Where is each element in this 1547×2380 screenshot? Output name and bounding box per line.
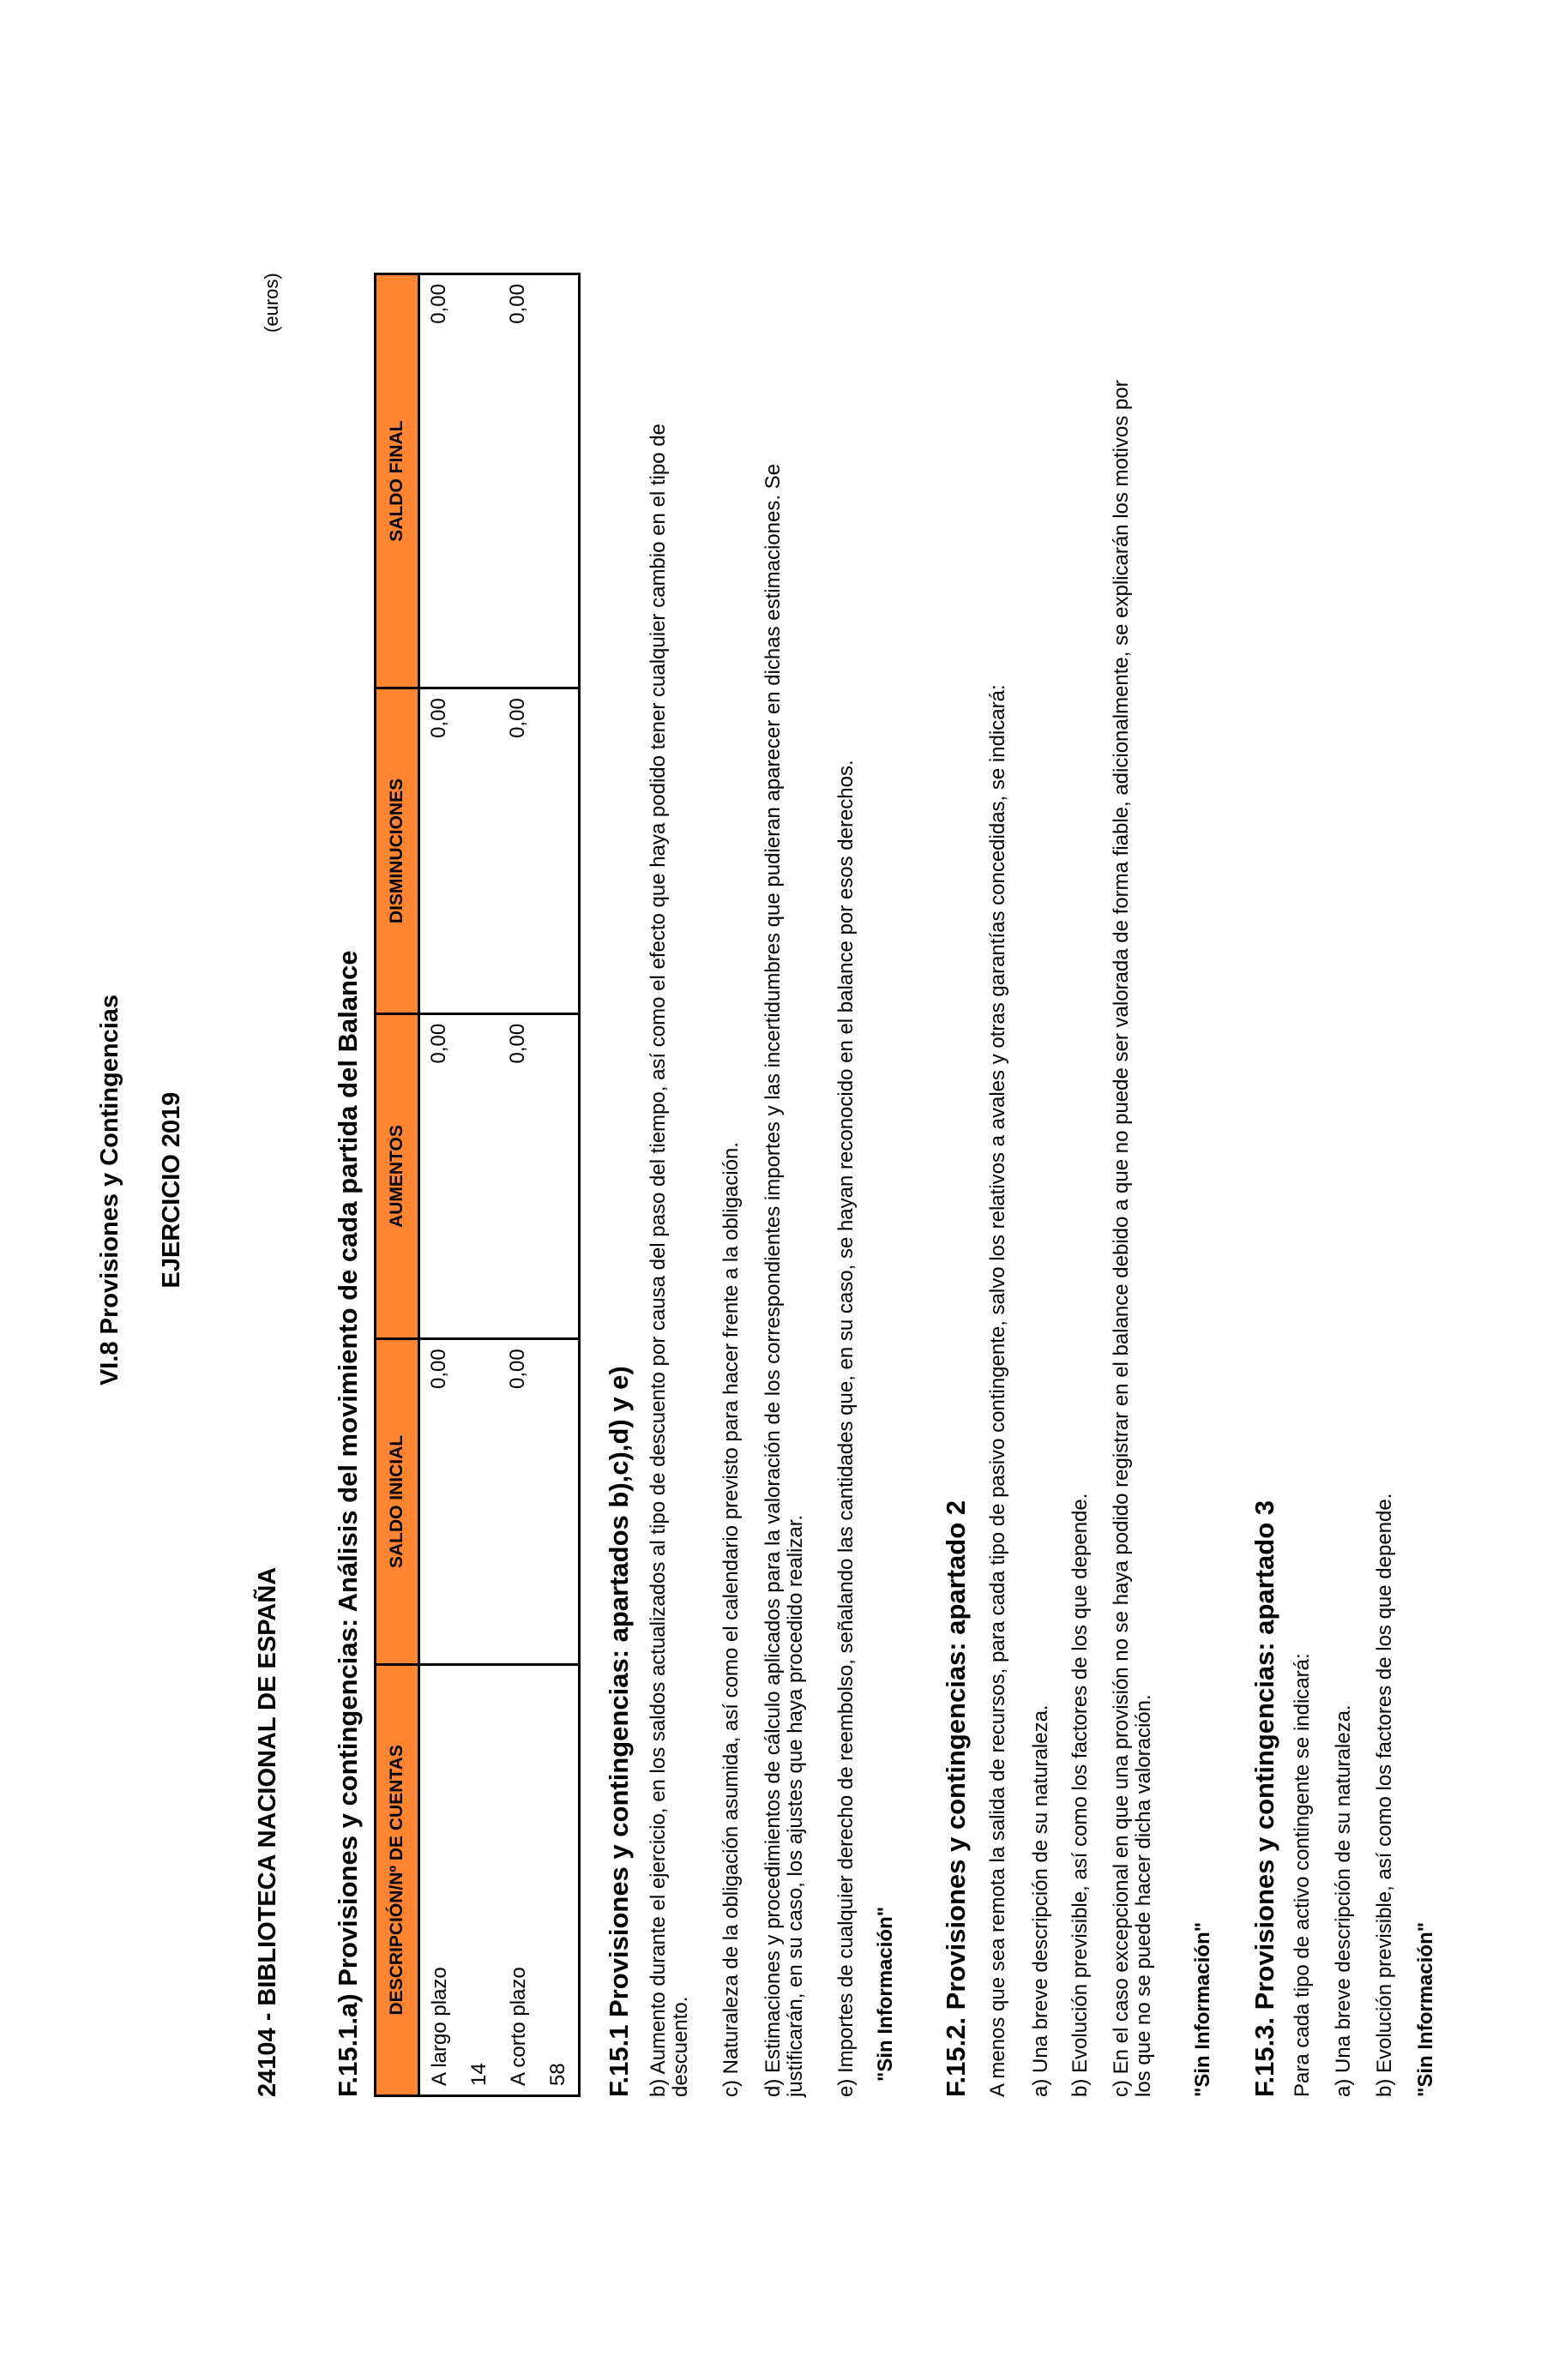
f153-no-info: "Sin Información" [1414,1921,1437,2097]
row-description-cell [499,1664,580,2095]
cell-saldo-inicial: 0,00 [499,1339,580,1664]
col-disminuciones: DISMINUCIONES [376,688,419,1014]
col-saldo-final: SALDO FINAL [376,274,419,688]
entity-name: 24104 - BIBLIOTECA NACIONAL DE ESPAÑA [254,1566,281,2097]
f152-title: F.15.2. Provisiones y contingencias: apartado 2 [941,1500,971,2097]
cell-aumentos: 0,00 [419,1013,500,1338]
f152-b: b) Evolución previsible, así como los factores de los que depende. [1068,1493,1092,2097]
provisions-table [374,273,581,2097]
f153-a: a) Una breve descripción de su naturaleza. [1332,1704,1355,2097]
col-description: DESCRIPCIÓN/Nº DE CUENTAS [376,1664,419,2095]
row-accounts: 14 [467,2063,491,2086]
units-label: (euros) [261,273,282,333]
f151-c: c) Naturaleza de la obligación asumida, así como el calendario previsto para hacer frente a la obligación. [719,1142,743,2097]
f153-title: F.15.3. Provisiones y contingencias: apartado 3 [1249,1500,1279,2097]
f151-d-line1: d) Estimaciones y procedimientos de cálculo aplicados para la valoración de los correspondientes importes y las incertidumbres que pudieran aparecer en dichas estimaciones. Se [761,463,785,2097]
row-description: A largo plazo [428,1967,451,2086]
row-description-cell [419,1664,500,2095]
col-saldo-inicial: SALDO INICIAL [376,1339,419,1664]
f152-no-info: "Sin Información" [1191,1921,1214,2097]
f151-no-info: "Sin Información" [874,1906,897,2082]
table-section-title: F.15.1.a) Provisiones y contingencias: Análisis del movimiento de cada partida del Balance [333,950,363,2097]
f152-c-line2: los que no se puede hacer dicha valoración. [1132,1694,1155,2097]
row-accounts: 58 [546,2063,569,2086]
cell-aumentos: 0,00 [499,1013,580,1338]
f151-d-line2: justificarán, en su caso, los ajustes que haya procedido realizar. [784,1514,807,2097]
page-title: VI.8 Provisiones y Contingencias [96,994,123,1386]
cell-saldo-final: 0,00 [499,274,580,688]
f151-title: F.15.1 Provisiones y contingencias: apartados b),c),d) y e) [604,1366,634,2097]
f153-intro: Para cada tipo de activo contingente se indicará: [1291,1653,1314,2097]
f152-a: a) Una breve descripción de su naturaleza. [1029,1704,1052,2097]
fiscal-year: EJERCICIO 2019 [158,1091,185,1289]
cell-saldo-final: 0,00 [419,274,500,688]
cell-disminuciones: 0,00 [419,688,500,1014]
f151-b-line1: b) Aumento durante el ejercicio, en los saldos actualizados al tipo de descuento por causa del paso del tiempo, así como el efecto que haya podido tener cualquier cambio en el tipo de [647,424,670,2097]
table-row [499,274,580,2096]
f152-intro: A menos que sea remota la salida de recursos, para cada tipo de pasivo contingente, salvo los relativos a avales y otras garantías concedidas, se indicará: [986,684,1009,2097]
cell-saldo-inicial: 0,00 [419,1339,500,1664]
table-header-row [376,274,419,2096]
col-aumentos: AUMENTOS [376,1013,419,1338]
table-row [419,274,500,2096]
row-description: A corto plazo [507,1967,530,2086]
cell-disminuciones: 0,00 [499,688,580,1014]
f151-e: e) Importes de cualquier derecho de reembolso, señalando las cantidades que, en su caso, se hayan reconocido en el balance por esos derechos. [834,760,858,2097]
f153-b: b) Evolución previsible, así como los factores de los que depende. [1373,1493,1396,2097]
f152-c-line1: c) En el caso excepcional en que una provisión no se haya podido registrar en el balance debido a que no puede ser valorada de forma fiable, adicionalmente, se explicarán los motivos por [1110,380,1133,2097]
f151-b-line2: descuento. [669,1996,692,2097]
